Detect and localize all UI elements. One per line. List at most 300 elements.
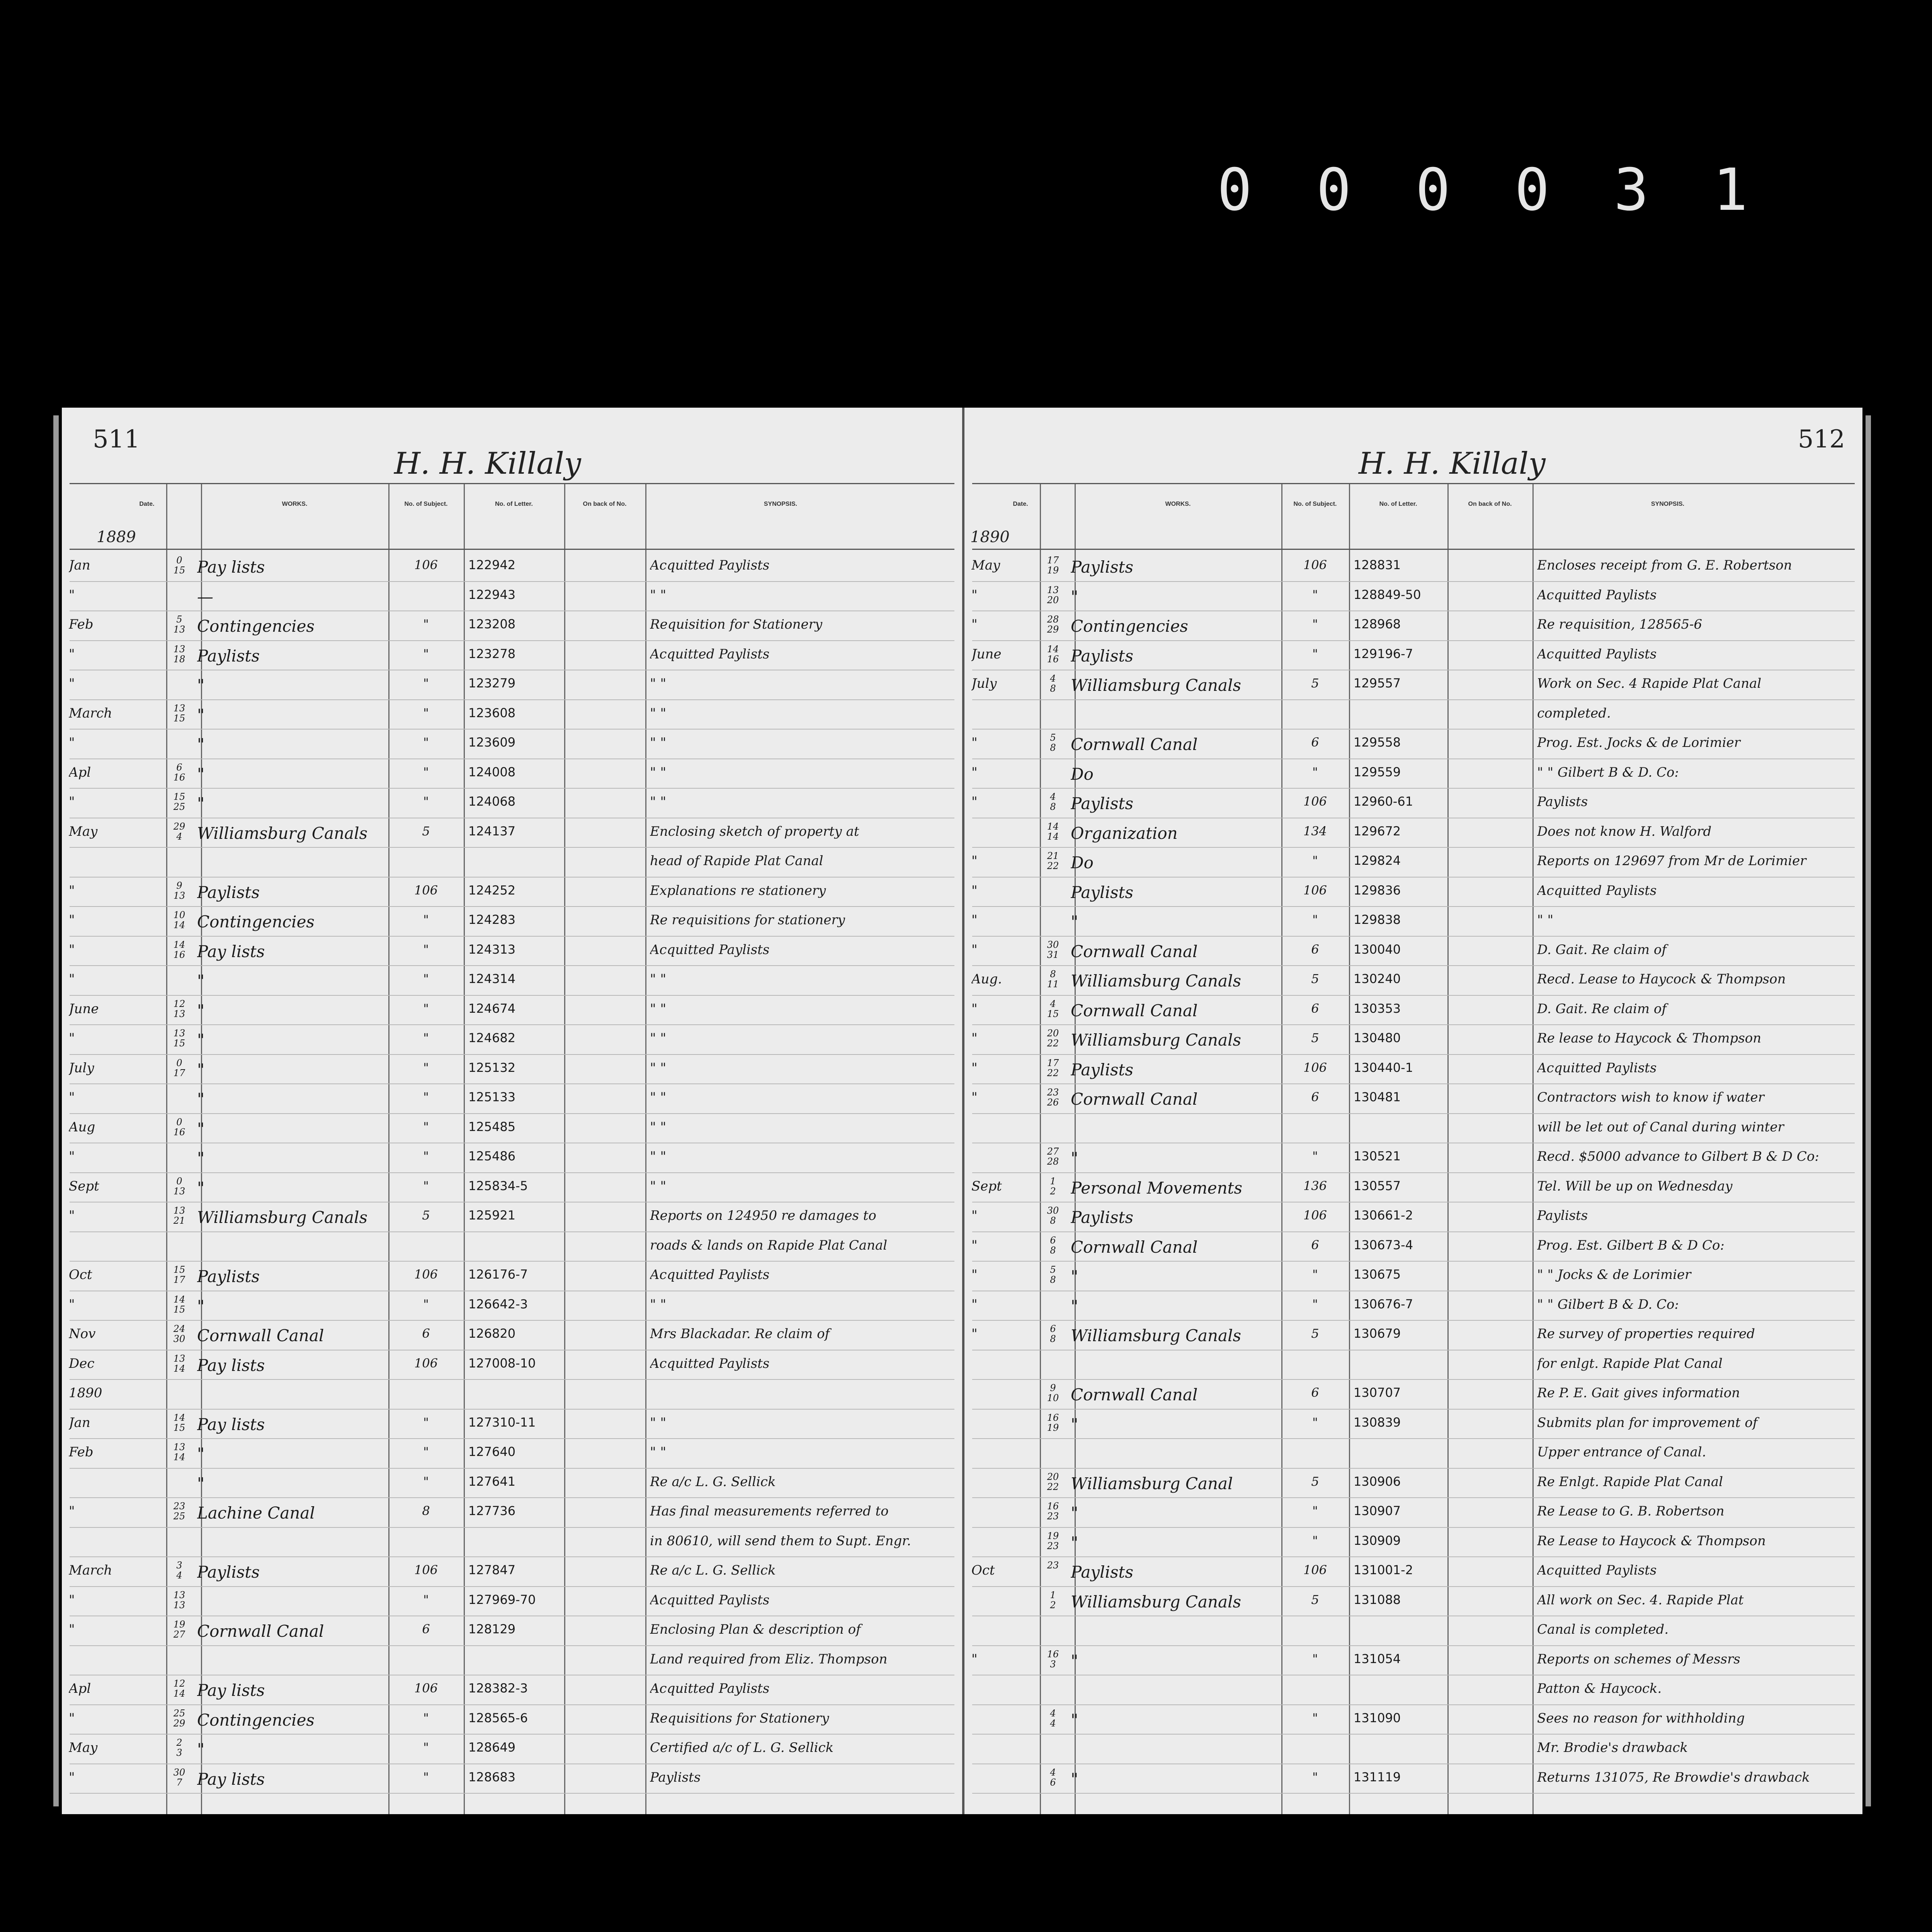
- entry-letter-no: 129672: [1354, 823, 1401, 838]
- entry-letter-no: 126820: [468, 1326, 516, 1341]
- entry-synopsis: " ": [650, 1060, 667, 1076]
- entry-synopsis: " " Gilbert B & D. Co:: [1537, 1296, 1679, 1312]
- entry-letter-no: 129824: [1354, 853, 1401, 868]
- entry-works: ": [1071, 1769, 1078, 1789]
- entry-letter-no: 130839: [1354, 1415, 1401, 1430]
- entry-synopsis: Re Enlgt. Rapide Plat Canal: [1537, 1474, 1723, 1490]
- entry-day: 15 17: [173, 1265, 185, 1285]
- entry-works: Paylists: [197, 646, 260, 665]
- entry-works: ": [1071, 1267, 1078, 1286]
- column-header-letter: No. of Letter.: [1379, 501, 1417, 507]
- entry-synopsis: in 80610, will send them to Supt. Engr.: [650, 1533, 911, 1549]
- entry-synopsis: Reports on schemes of Messrs: [1537, 1651, 1740, 1667]
- row-rule: [70, 1024, 954, 1025]
- row-rule: [70, 1527, 954, 1528]
- row-rule: [70, 1261, 954, 1262]
- entry-subject-no: 106: [1303, 883, 1327, 898]
- entry-works: Contingencies: [197, 912, 315, 931]
- entry-letter-no: 127736: [468, 1503, 516, 1518]
- entry-subject-no: ": [1312, 1503, 1318, 1518]
- entry-works: Cornwall Canal: [1071, 735, 1198, 754]
- entry-subject-no: 106: [1303, 1060, 1327, 1075]
- entry-day: 8 11: [1047, 969, 1059, 989]
- entry-letter-no: 126176-7: [468, 1267, 528, 1282]
- entry-day: 28 29: [1047, 614, 1059, 634]
- column-header-synopsis: SYNOPSIS.: [1651, 501, 1685, 507]
- entry-day: 25 29: [173, 1708, 185, 1728]
- entry-subject-no: ": [423, 1119, 429, 1134]
- entry-day: 16 3: [1047, 1649, 1059, 1669]
- entry-synopsis: " " Gilbert B & D. Co:: [1537, 764, 1679, 780]
- entry-month: ": [69, 1503, 75, 1519]
- entry-day: 13 20: [1047, 585, 1059, 605]
- entry-letter-no: 130707: [1354, 1385, 1401, 1400]
- left-page: [62, 408, 964, 1814]
- entry-day: 29 4: [173, 821, 185, 842]
- row-rule: [70, 995, 954, 996]
- entry-day: 23: [1047, 1560, 1059, 1570]
- entry-month: ": [971, 587, 978, 603]
- entry-month: Aug: [69, 1119, 95, 1135]
- row-rule: [972, 640, 1855, 641]
- entry-month: ": [69, 883, 75, 898]
- entry-synopsis: Certified a/c of L. G. Sellick: [650, 1740, 834, 1755]
- entry-subject-no: 5: [1311, 1474, 1319, 1489]
- column-rule: [464, 483, 465, 1814]
- row-rule: [70, 1379, 954, 1380]
- entry-day: 15 25: [173, 792, 185, 812]
- entry-works: Lachine Canal: [197, 1503, 315, 1522]
- entry-day: 10 14: [173, 910, 185, 930]
- entry-letter-no: 128831: [1354, 558, 1401, 572]
- entry-letter-no: 130675: [1354, 1267, 1401, 1282]
- entry-synopsis: Acquitted Paylists: [650, 1592, 770, 1608]
- entry-subject-no: ": [423, 676, 429, 690]
- entry-synopsis: Returns 131075, Re Browdie's drawback: [1537, 1769, 1810, 1785]
- entry-synopsis: Work on Sec. 4 Rapide Plat Canal: [1537, 676, 1762, 691]
- entry-synopsis: Acquitted Paylists: [1537, 646, 1657, 662]
- year-heading: 1890: [970, 528, 1010, 546]
- entry-synopsis: Acquitted Paylists: [650, 1681, 770, 1696]
- entry-works: Cornwall Canal: [1071, 1237, 1198, 1257]
- row-rule: [70, 1172, 954, 1173]
- entry-letter-no: 128683: [468, 1769, 516, 1784]
- entry-subject-no: ": [1312, 1415, 1318, 1430]
- row-rule: [70, 1734, 954, 1735]
- entry-letter-no: 130907: [1354, 1503, 1401, 1518]
- entry-synopsis: Explanations re stationery: [650, 883, 826, 898]
- entry-day: 5 8: [1050, 733, 1056, 753]
- entry-synopsis: Prog. Est. Jocks & de Lorimier: [1537, 735, 1740, 750]
- column-header-onback: On back of No.: [583, 501, 627, 507]
- column-rule: [1040, 483, 1041, 1814]
- row-rule: [972, 1645, 1855, 1646]
- row-rule: [972, 1024, 1855, 1025]
- entry-month: ": [971, 1060, 978, 1076]
- entry-subject-no: ": [423, 1444, 429, 1459]
- entry-works: ": [1071, 1415, 1078, 1434]
- row-rule: [972, 729, 1855, 730]
- column-header-synopsis: SYNOPSIS.: [764, 501, 798, 507]
- entry-synopsis: " " Jocks & de Lorimier: [1537, 1267, 1691, 1282]
- column-rule: [645, 483, 646, 1814]
- entry-day: 14 15: [173, 1294, 185, 1315]
- entry-letter-no: 130557: [1354, 1178, 1401, 1193]
- entry-works: ": [1071, 1710, 1078, 1730]
- entry-letter-no: 129838: [1354, 912, 1401, 927]
- entry-letter-no: 122943: [468, 587, 516, 602]
- entry-month: Sept: [971, 1178, 1002, 1194]
- entry-synopsis: " ": [1537, 912, 1554, 928]
- entry-synopsis: Encloses receipt from G. E. Robertson: [1537, 558, 1792, 573]
- row-rule: [70, 1704, 954, 1705]
- entry-day: 6 16: [173, 762, 185, 782]
- entry-synopsis: Enclosing Plan & description of: [650, 1622, 861, 1637]
- entry-works: Paylists: [197, 1563, 260, 1582]
- entry-letter-no: 127008-10: [468, 1355, 536, 1371]
- entry-works: ": [1071, 1149, 1078, 1168]
- entry-letter-no: 131088: [1354, 1592, 1401, 1607]
- entry-day: 5 8: [1050, 1265, 1056, 1285]
- entry-synopsis: " ": [650, 705, 667, 721]
- entry-synopsis: " ": [650, 1031, 667, 1046]
- entry-subject-no: 5: [1311, 676, 1319, 690]
- entry-letter-no: 128129: [468, 1622, 516, 1636]
- entry-subject-no: ": [1312, 912, 1318, 927]
- entry-works: ": [1071, 912, 1078, 931]
- entry-day: 1 2: [1050, 1176, 1056, 1196]
- entry-synopsis: Re Lease to Haycock & Thompson: [1537, 1533, 1766, 1549]
- row-rule: [972, 581, 1855, 582]
- entry-subject-no: ": [423, 764, 429, 779]
- entry-synopsis: " ": [650, 587, 667, 603]
- row-rule: [972, 1379, 1855, 1380]
- entry-month: ": [971, 1001, 978, 1017]
- entry-synopsis: roads & lands on Rapide Plat Canal: [650, 1237, 888, 1253]
- entry-letter-no: 131054: [1354, 1651, 1401, 1666]
- entry-month: ": [971, 735, 978, 750]
- column-header-onback: On back of No.: [1468, 501, 1512, 507]
- row-rule: [972, 1083, 1855, 1084]
- entry-day: 9 13: [173, 880, 185, 901]
- entry-synopsis: Acquitted Paylists: [650, 942, 770, 957]
- entry-day: 30 8: [1047, 1206, 1059, 1226]
- entry-synopsis: completed.: [1537, 705, 1611, 721]
- entry-letter-no: 129559: [1354, 764, 1401, 779]
- entry-works: ": [197, 1178, 205, 1197]
- entry-works: Williamsburg Canals: [1071, 1592, 1242, 1611]
- row-rule: [70, 965, 954, 966]
- entry-works: Pay lists: [197, 558, 265, 577]
- column-header-date: Date.: [1013, 501, 1028, 507]
- row-rule: [70, 906, 954, 907]
- entry-month: ": [69, 794, 75, 810]
- entry-month: ": [69, 971, 75, 987]
- entry-letter-no: 123279: [468, 676, 516, 690]
- entry-synopsis: Re requisitions for stationery: [650, 912, 845, 928]
- entry-day: 21 22: [1047, 851, 1059, 871]
- entry-subject-no: 106: [414, 1681, 438, 1696]
- entry-month: ": [971, 942, 978, 957]
- entry-letter-no: 128968: [1354, 617, 1401, 631]
- entry-synopsis: " ": [650, 1178, 667, 1194]
- entry-synopsis: Re P. E. Gait gives information: [1537, 1385, 1740, 1401]
- entry-day: 17 22: [1047, 1058, 1059, 1078]
- entry-works: ": [197, 705, 205, 724]
- entry-works: ": [197, 735, 205, 754]
- entry-month: Feb: [69, 1444, 94, 1460]
- entry-works: Contingencies: [1071, 617, 1188, 636]
- entry-works: Pay lists: [197, 1681, 265, 1700]
- entry-synopsis: Acquitted Paylists: [650, 646, 770, 662]
- entry-month: July: [69, 1060, 94, 1076]
- row-rule: [972, 936, 1855, 937]
- entry-month: ": [69, 1090, 75, 1105]
- entry-works: Williamsburg Canal: [1071, 1474, 1233, 1493]
- entry-letter-no: 131090: [1354, 1710, 1401, 1725]
- entry-month: ": [971, 764, 978, 780]
- entry-letter-no: 130673-4: [1354, 1237, 1413, 1252]
- entry-works: ": [1071, 1503, 1078, 1522]
- entry-works: ": [197, 1119, 205, 1138]
- row-rule: [70, 877, 954, 878]
- entry-letter-no: 130906: [1354, 1474, 1401, 1489]
- entry-day: 4 8: [1050, 673, 1056, 694]
- entry-synopsis: Tel. Will be up on Wednesday: [1537, 1178, 1733, 1194]
- right-page: [964, 408, 1862, 1814]
- entry-day: 24 30: [173, 1324, 185, 1344]
- row-rule: [972, 1734, 1855, 1735]
- entry-subject-no: ": [1312, 1769, 1318, 1784]
- row-rule: [972, 1527, 1855, 1528]
- entry-works: ": [197, 1001, 205, 1020]
- entry-works: Cornwall Canal: [197, 1622, 324, 1641]
- entry-subject-no: ": [423, 1178, 429, 1193]
- entry-works: —: [197, 587, 213, 606]
- entry-works: Cornwall Canal: [197, 1326, 324, 1345]
- entry-letter-no: 124314: [468, 971, 516, 986]
- entry-subject-no: 8: [422, 1503, 430, 1518]
- entry-month: ": [69, 1208, 75, 1223]
- entry-day: 16 19: [1047, 1412, 1059, 1433]
- entry-letter-no: 130909: [1354, 1533, 1401, 1548]
- entry-letter-no: 130481: [1354, 1090, 1401, 1104]
- entry-letter-no: 125485: [468, 1119, 516, 1134]
- left-page-edge: [53, 415, 59, 1806]
- row-rule: [972, 1054, 1855, 1055]
- entry-letter-no: 124313: [468, 942, 516, 957]
- entry-month: Apl: [69, 1681, 91, 1696]
- entry-synopsis: Has final measurements referred to: [650, 1503, 889, 1519]
- entry-letter-no: 128565-6: [468, 1710, 528, 1725]
- entry-letter-no: 124682: [468, 1031, 516, 1045]
- entry-letter-no: 126642-3: [468, 1296, 528, 1311]
- row-rule: [972, 1438, 1855, 1439]
- entry-works: ": [197, 1296, 205, 1316]
- entry-day: 12 13: [173, 998, 185, 1019]
- entry-synopsis: Mrs Blackadar. Re claim of: [650, 1326, 830, 1342]
- entry-subject-no: 5: [1311, 1326, 1319, 1341]
- entry-synopsis: " ": [650, 735, 667, 750]
- entry-subject-no: ": [423, 942, 429, 957]
- entry-subject-no: 5: [422, 823, 430, 838]
- entry-month: ": [69, 1769, 75, 1785]
- entry-month: June: [69, 1001, 99, 1017]
- entry-month: ": [69, 1592, 75, 1608]
- entry-synopsis: Enclosing sketch of property at: [650, 823, 859, 839]
- microfilm-frame-number: 0 0 0 0 3 1: [1217, 156, 1763, 224]
- entry-synopsis: Re survey of properties required: [1537, 1326, 1755, 1342]
- entry-day: 6 8: [1050, 1235, 1056, 1255]
- entry-subject-no: 136: [1303, 1178, 1327, 1193]
- entry-works: Williamsburg Canals: [1071, 971, 1242, 990]
- entry-works: ": [1071, 1296, 1078, 1316]
- entry-synopsis: Requisitions for Stationery: [650, 1710, 829, 1726]
- entry-letter-no: 128849-50: [1354, 587, 1421, 602]
- row-rule: [972, 699, 1855, 700]
- row-rule: [70, 1468, 954, 1469]
- entry-works: Paylists: [197, 883, 260, 902]
- entry-synopsis: " ": [650, 794, 667, 810]
- entry-month: ": [971, 1031, 978, 1046]
- entry-letter-no: 124674: [468, 1001, 516, 1016]
- entry-day: 13 14: [173, 1353, 185, 1374]
- entry-synopsis: Re Lease to G. B. Robertson: [1537, 1503, 1725, 1519]
- entry-subject-no: ": [1312, 617, 1318, 631]
- entry-subject-no: 6: [422, 1622, 430, 1636]
- entry-month: ": [69, 676, 75, 691]
- entry-synopsis: Acquitted Paylists: [650, 558, 770, 573]
- entry-month: ": [971, 617, 978, 632]
- entry-synopsis: Acquitted Paylists: [650, 1355, 770, 1371]
- entry-synopsis: Re requisition, 128565-6: [1537, 617, 1702, 632]
- row-rule: [70, 1793, 954, 1794]
- entry-synopsis: Acquitted Paylists: [650, 1267, 770, 1282]
- entry-works: Paylists: [1071, 646, 1133, 665]
- entry-works: Contingencies: [197, 617, 315, 636]
- entry-day: 4 6: [1050, 1767, 1056, 1787]
- row-rule: [972, 1556, 1855, 1557]
- entry-month: ": [971, 1651, 978, 1667]
- row-rule: [70, 1113, 954, 1114]
- row-rule: [972, 1261, 1855, 1262]
- column-rule: [1532, 483, 1534, 1814]
- entry-subject-no: 6: [1311, 1237, 1319, 1252]
- entry-synopsis: " ": [650, 1119, 667, 1135]
- row-rule: [70, 640, 954, 641]
- row-rule: [70, 729, 954, 730]
- entry-day: 12 14: [173, 1679, 185, 1699]
- entry-letter-no: 128382-3: [468, 1681, 528, 1696]
- entry-synopsis: Acquitted Paylists: [1537, 1060, 1657, 1076]
- entry-works: ": [1071, 1651, 1078, 1670]
- entry-subject-no: 6: [1311, 1090, 1319, 1104]
- entry-subject-no: ": [423, 971, 429, 986]
- row-rule: [972, 1793, 1855, 1794]
- row-rule: [70, 1320, 954, 1321]
- entry-letter-no: 125486: [468, 1149, 516, 1163]
- entry-subject-no: 106: [1303, 558, 1327, 572]
- row-rule: [972, 1497, 1855, 1498]
- entry-subject-no: ": [423, 1592, 429, 1607]
- entry-synopsis: Requisition for Stationery: [650, 617, 823, 632]
- entry-letter-no: 124252: [468, 883, 516, 898]
- entry-month: Oct: [69, 1267, 92, 1282]
- row-rule: [70, 1231, 954, 1232]
- entry-synopsis: head of Rapide Plat Canal: [650, 853, 823, 869]
- entry-month: ": [69, 1710, 75, 1726]
- entry-works: Pay lists: [197, 1415, 265, 1434]
- entry-synopsis: " ": [650, 764, 667, 780]
- entry-letter-no: 130440-1: [1354, 1060, 1413, 1075]
- entry-subject-no: 5: [1311, 1031, 1319, 1045]
- row-rule: [972, 1704, 1855, 1705]
- entry-letter-no: 129196-7: [1354, 646, 1413, 661]
- entry-subject-no: ": [1312, 1149, 1318, 1163]
- column-header-letter: No. of Letter.: [495, 501, 533, 507]
- header-rule: [70, 483, 954, 484]
- row-rule: [70, 1083, 954, 1084]
- column-header-works: WORKS.: [282, 501, 308, 507]
- entry-month: March: [69, 705, 112, 721]
- entry-month: March: [69, 1563, 112, 1578]
- entry-month: ": [971, 794, 978, 810]
- entry-synopsis: " ": [650, 1001, 667, 1017]
- entry-synopsis: " ": [650, 1090, 667, 1105]
- entry-day: 0 13: [173, 1176, 185, 1196]
- entry-synopsis: Contractors wish to know if water: [1537, 1090, 1764, 1105]
- entry-month: May: [971, 558, 1000, 573]
- entry-month: May: [69, 823, 98, 839]
- row-rule: [70, 1054, 954, 1055]
- entry-synopsis: Upper entrance of Canal.: [1537, 1444, 1706, 1460]
- entry-works: Cornwall Canal: [1071, 1001, 1198, 1020]
- column-rule: [166, 483, 167, 1814]
- entry-works: ": [197, 1060, 205, 1079]
- entry-letter-no: 127847: [468, 1563, 516, 1577]
- entry-month: ": [971, 1208, 978, 1223]
- entry-subject-no: ": [1312, 1267, 1318, 1282]
- entry-month: ": [69, 735, 75, 750]
- entry-day: 19 27: [173, 1619, 185, 1639]
- entry-works: ": [197, 1031, 205, 1049]
- entry-day: 13 21: [173, 1206, 185, 1226]
- entry-month: Aug.: [971, 971, 1002, 987]
- entry-works: ": [197, 1444, 205, 1463]
- entry-letter-no: 127640: [468, 1444, 516, 1459]
- entry-works: Paylists: [1071, 1208, 1133, 1227]
- entry-synopsis: Sees no reason for withholding: [1537, 1710, 1745, 1726]
- entry-works: Williamsburg Canals: [197, 823, 368, 843]
- entry-day: 14 16: [1047, 644, 1059, 664]
- entry-day: 4 8: [1050, 792, 1056, 812]
- header-rule: [972, 549, 1855, 550]
- entry-day: 0 17: [173, 1058, 185, 1078]
- entry-day: 20 22: [1047, 1028, 1059, 1048]
- entry-day: 14 15: [173, 1412, 185, 1433]
- entry-letter-no: 129558: [1354, 735, 1401, 750]
- entry-subject-no: ": [1312, 1651, 1318, 1666]
- entry-subject-no: 106: [414, 1267, 438, 1282]
- entry-day: 3 4: [176, 1560, 182, 1580]
- entry-day: 13 15: [173, 703, 185, 723]
- entry-letter-no: 130521: [1354, 1149, 1401, 1163]
- entry-works: Williamsburg Canals: [1071, 1031, 1242, 1049]
- entry-letter-no: 130679: [1354, 1326, 1401, 1341]
- row-rule: [972, 995, 1855, 996]
- entry-month: ": [971, 1090, 978, 1105]
- row-rule: [70, 1556, 954, 1557]
